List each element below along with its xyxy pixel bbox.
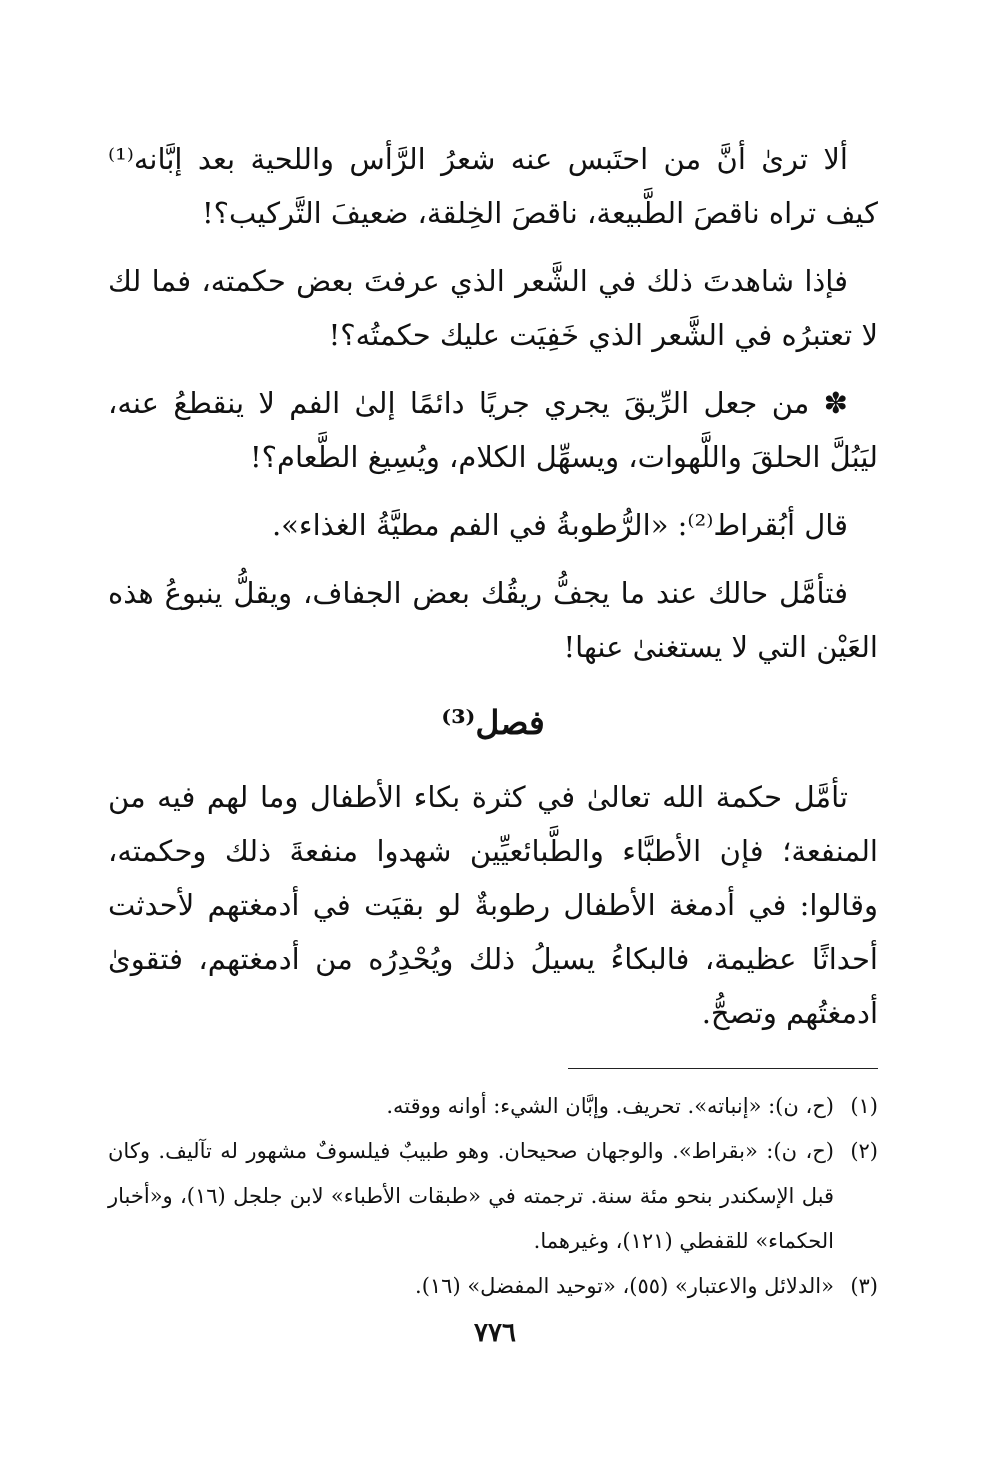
footnote-item	[108, 1264, 878, 1309]
page-number: ٧٧٦	[474, 1318, 516, 1348]
footnote-number: (١)	[850, 1094, 878, 1118]
footnote-text: (ح، ن): «إنباته». تحريف. وإبَّان الشيء: أوانه ووقته.	[386, 1094, 834, 1118]
section-heading: فصل⁽³⁾	[441, 703, 545, 742]
paragraph: فإذا شاهدتَ ذلك في الشَّعر الذي عرفتَ بعض حكمته، فما لك لا تعتبرُه في الشَّعر الذي خَفِيَت عليك حكمتُه؟!	[108, 264, 878, 352]
paragraph: قال أبُقراط⁽²⁾: «الرُّطوبةُ في الفم مطيَّةُ الغذاء».	[271, 508, 848, 542]
footnote-divider	[568, 1068, 878, 1069]
footnote-number: (٣)	[850, 1274, 878, 1298]
footnote-number: (٢)	[850, 1139, 878, 1163]
footnote-text: «الدلائل والاعتبار» (٥٥)، «توحيد المفضل» (١٦).	[415, 1274, 834, 1298]
footnotes	[108, 1084, 878, 1309]
paragraph: تأمَّل حكمة الله تعالىٰ في كثرة بكاء الأطفال وما لهم فيه من المنفعة؛ فإن الأطبَّاء والطَّبائعيِّين شهدوا منفعةَ ذلك وحكمته، وقالوا: في أدمغة الأطفال رطوبةٌ لو بقيَت في أدمغتهم لأحدثت أحداثًا عظيمة، فالبكاءُ يسيلُ ذلك ويُحْدِرُه من أدمغتهم، فتقوىٰ أدمغتُهم وتصحُّ.	[108, 780, 878, 1030]
footnote-item	[108, 1084, 878, 1129]
paragraph: ✽ من جعل الرِّيقَ يجري جريًا دائمًا إلىٰ الفم لا ينقطعُ عنه، ليَبُلَّ الحلقَ واللَّهوات، ويسهِّل الكلام، ويُسِيغ الطَّعام؟!	[108, 386, 878, 474]
main-text	[108, 132, 878, 1054]
footnote-text: (ح، ن): «بقراط». والوجهان صحيحان. وهو طبيبٌ فيلسوفٌ مشهور له تآليف. وكان قبل الإسكندر بنحو مئة سنة. ترجمته في «طبقات الأطباء» لابن جلجل (١٦)، و«أخبار الحكماء» للقفطي (١٢١)، وغيرهما.	[108, 1139, 834, 1253]
paragraph: ألا ترىٰ أنَّ من احتَبس عنه شعرُ الرَّأس واللحية بعد إبَّانه⁽¹⁾ كيف تراه ناقصَ الطَّبيعة، ناقصَ الخِلقة، ضعيفَ التَّركيب؟!	[108, 142, 878, 230]
paragraph: فتأمَّل حالك عند ما يجفُّ ريقُك بعض الجفاف، ويقلُّ ينبوعُ هذه العَيْن التي لا يستغنىٰ عنها!	[108, 576, 878, 664]
footnote-item	[108, 1129, 878, 1264]
